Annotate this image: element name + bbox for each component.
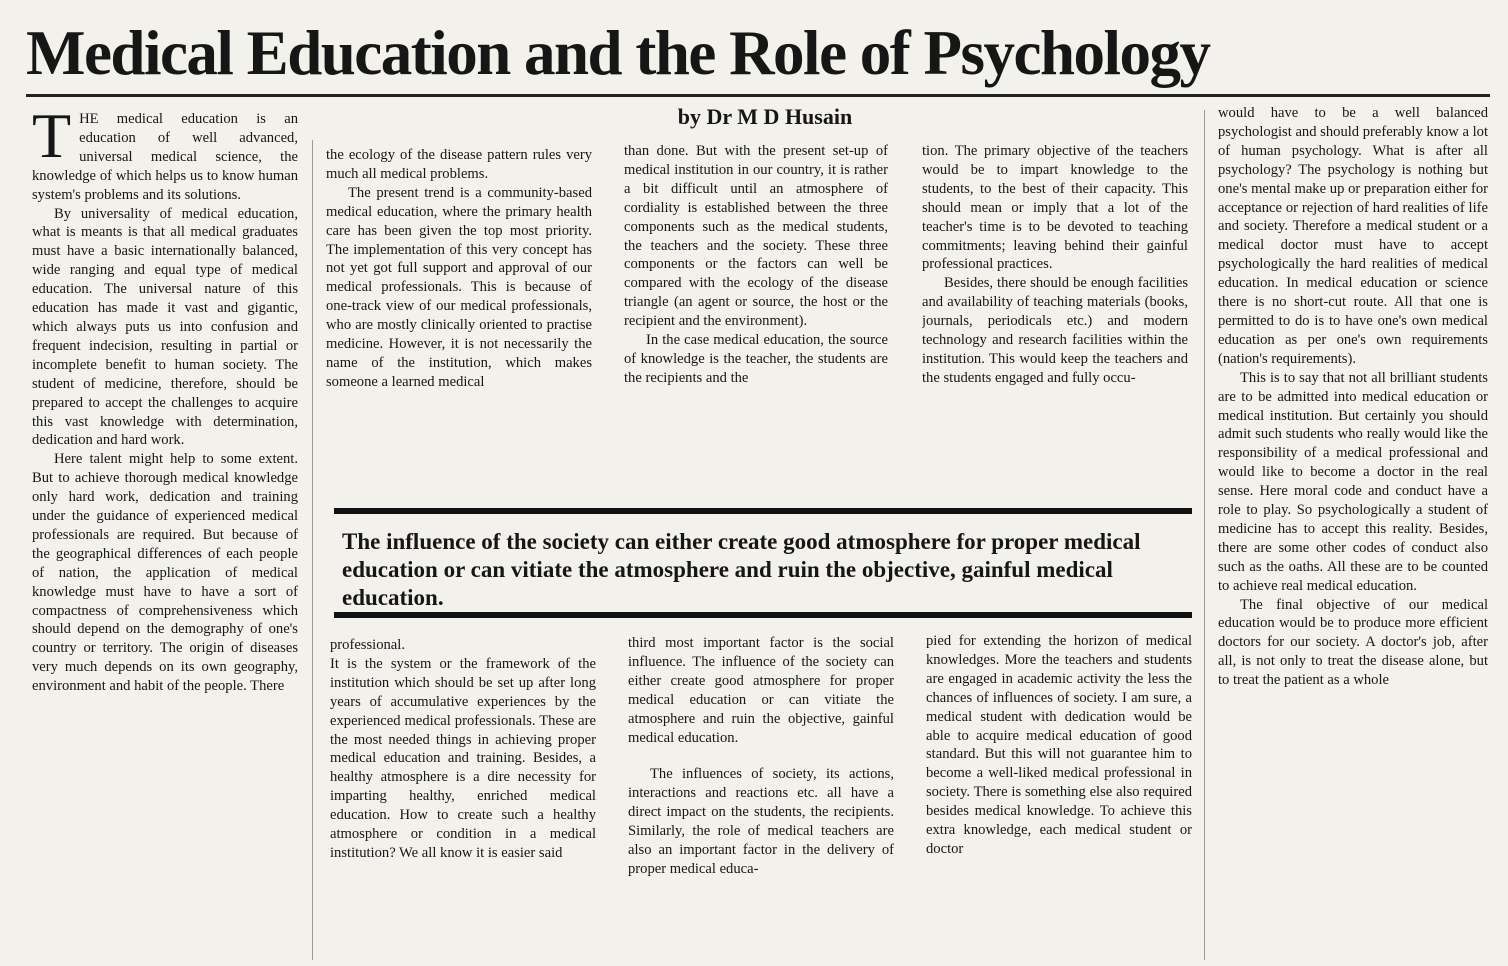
- column-3-bottom-paragraph-2: The influences of society, its actions, interactions and reactions etc. all have a direct impact on the students, the recipients. Similarly, the role of medical teachers are also an important factor in the delivery of proper medical educa-: [628, 766, 894, 877]
- column-3-top-paragraph-2: In the case medical education, the source of knowledge is the teacher, the students are the recipients and the: [624, 332, 888, 386]
- headline: Medical Education and the Role of Psychology: [26, 12, 1490, 97]
- column-4-top-paragraph-2: Besides, there should be enough facilities and availability of teaching materials (books, journals, periodicals etc.) and modern technology and research facilities within the institution. This would keep the teachers and the students engaged and fully occu-: [922, 275, 1188, 386]
- column-4-bottom: [926, 632, 1192, 962]
- pull-quote-text: The influence of the society can either create good atmosphere for proper medical education or can vitiate the atmosphere and ruin the objective, gainful medical education.: [342, 529, 1141, 610]
- column-1-paragraph-3: Here talent might help to some extent. But to achieve thorough medical knowledge only hard work, dedication and training under the guidance of experienced medical professionals are required. But because of the geographical differences of each people of nation, the application of medical knowledge must have to have a sort of compactness of comprehensiveness which should depend on the demography of one's country or territory. The origin of diseases very much depends on its own geography, environment and habit of the people. There: [32, 451, 298, 695]
- column-2-top: [326, 146, 592, 502]
- column-4-bottom-paragraph-1: pied for extending the horizon of medical knowledges. More the teachers and students are engaged in academic activity the less the chances of influences of society. I am sure, a medical student with dedication would be able to acquire medical education of good standard. But this will not guarantee him to become a well-liked medical professional in society. There is something else also required besides medical knowledge. To achieve this extra knowledge, each medical student or doctor: [926, 633, 1192, 857]
- column-rule: [312, 140, 313, 960]
- column-4-top: [922, 142, 1188, 502]
- column-3-bottom: [628, 634, 894, 962]
- byline: by Dr M D Husain: [677, 104, 853, 129]
- column-5: [1218, 104, 1488, 962]
- column-4-top-paragraph-1: tion. The primary objective of the teachers would be to impart knowledge to the students, to the best of their capacity. This should mean or imply that a lot of the teacher's time is to be devoted to teaching commitments; leaving behind their gainful professional practices.: [922, 143, 1188, 273]
- column-3-top: [624, 142, 888, 502]
- column-5-paragraph-1: would have to be a well balanced psychologist and should preferably know a lot of human psychology. What is after all psychology? The psychology is nothing but one's mental make up or preparation either for acceptance or rejection of hard realities of life and society. Therefore a medical student or a medical doctor must have to accept psychologically the hard realities of medical education. In medical education or science there is no short-cut route. All that one is permitted to do is to have one's own medical education as per one's own requirements (nation's requirements).: [1218, 105, 1488, 367]
- column-5-paragraph-3: The final objective of our medical education would be to produce more efficient doctors for our society. A doctor's job, after all, is not only to treat the disease alone, but to treat the patient as a whole: [1218, 596, 1488, 689]
- pull-quote-box: [334, 508, 1192, 618]
- column-2-top-paragraph-1: the ecology of the disease pattern rules very much all medical problems.: [326, 147, 592, 182]
- column-rule: [1204, 110, 1205, 960]
- column-1-paragraph-2: By universality of medical education, what is meants is that all medical graduates must have a basic internationally balanced, wide ranging and equal type of medical education. The universal nature of this education has made it vast and gigantic, which always puts us into confusion and frequent indecision, resulting in partial or incomplete benefit to human society. The student of medicine, therefore, should be prepared to accept the challenges to acquire this vast knowledge with determination, dedication and hard work.: [32, 205, 298, 449]
- column-5-paragraph-2: This is to say that not all brilliant students are to be admitted into medical education or medical institution. But certainly you should admit such students who really would like the responsibility of a medical professional and would like to become a doctor in the real sense. Here moral code and conduct have a role to play. So psychologically a student of medicine has to accept this reality. Besides, there are some other codes of conduct also such as the oaths. All these are to be counted to achieve real medical education.: [1218, 369, 1488, 594]
- column-1: [32, 110, 298, 962]
- column-2-bottom: [330, 636, 596, 962]
- drop-cap: T: [32, 110, 72, 171]
- column-1-paragraph-1: THE medical education is an education of well advanced, universal medical science, the knowledge of which helps us to know human system's problems and its solutions.: [32, 110, 298, 203]
- column-2-top-paragraph-2: The present trend is a community-based medical education, where the primary health care has been given the top most priority. The implementation of this very concept has not yet got full support and approval of our medical professionals. This is because of one-track view of our medical professionals, who are mostly clinically oriented to practise medicine. However, it is not necessarily the name of the institution, which makes someone a learned medical: [326, 184, 592, 390]
- column-3-top-paragraph-1: than done. But with the present set-up of medical institution in our country, it is rather a bit difficult until an atmosphere of cordiality is established between the three components such as the medical students, the teachers and the society. These three components or the factors can well be compared with the ecology of the disease triangle (an agent or source, the host or the recipient and the environment).: [624, 143, 888, 330]
- column-2-bottom-paragraph-1: professional.: [330, 637, 405, 653]
- column-2-bottom-paragraph-2: It is the system or the framework of the institution which should be set up after long years of accumulative experiences by the experienced medical professionals. These are the most needed things in achieving proper medical education and training. Besides, a healthy atmosphere is a dire necessity for imparting healthy, enriched medical education. How to create such a healthy atmosphere or condition in a medical institution? We all know it is easier said: [330, 655, 596, 861]
- column-3-bottom-paragraph-1: third most important factor is the social influence. The influence of the society can either create good atmosphere for proper medical education or can vitiate the atmosphere and ruin the objective, gainful medical education.: [628, 635, 894, 746]
